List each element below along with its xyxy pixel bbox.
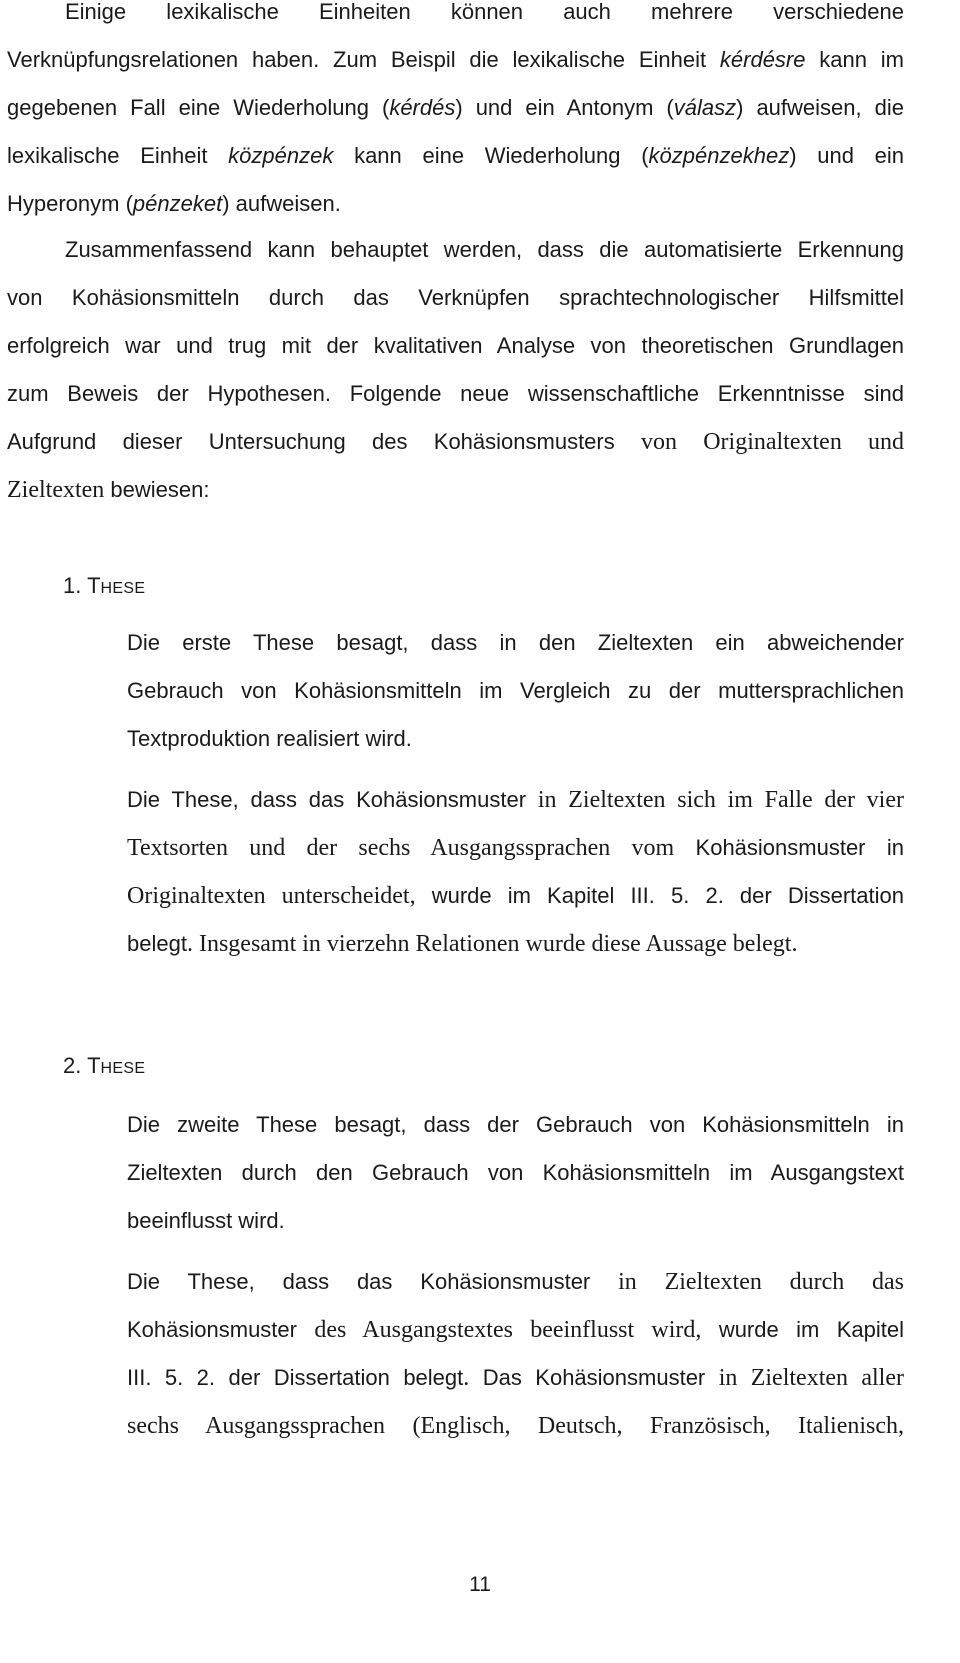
these-2-paragraph-1 <box>127 1101 904 1245</box>
summary-line-6: Zieltexten bewiesen: <box>7 477 210 503</box>
summary-line-2: von Kohäsionsmitteln durch das Verknüpfen sprachtechnologischer Hilfsmittel <box>7 285 904 310</box>
these-1-p1-line-2: Gebrauch von Kohäsionsmitteln im Vergleich zu der muttersprachlichen <box>127 678 904 703</box>
intro-line-2: Verknüpfungsrelationen haben. Zum Beispil die lexikalische Einheit kérdésre kann im <box>7 47 904 72</box>
these-2-p2-line-4: sechs Ausgangssprachen (Englisch, Deutsch, Französisch, Italienisch, <box>127 1413 904 1439</box>
these-1-paragraph-2 <box>127 776 904 968</box>
these-2-p1-line-2: Zieltexten durch den Gebrauch von Kohäsionsmitteln im Ausgangstext <box>127 1160 904 1185</box>
these-2-heading: 2. THESE <box>63 1053 146 1078</box>
summary-paragraph <box>7 226 904 514</box>
these-1-p2-line-2: Textsorten und der sechs Ausgangssprachen vom Kohäsionsmuster in <box>127 835 904 861</box>
these-1-p1-line-3: Textproduktion realisiert wird. <box>127 726 412 751</box>
intro-paragraph <box>7 0 904 228</box>
these-2-paragraph-2 <box>127 1258 904 1450</box>
intro-line-5: Hyperonym (pénzeket) aufweisen. <box>7 191 341 216</box>
these-1-p2-line-1: Die These, dass das Kohäsionsmuster in Zieltexten sich im Falle der vier <box>127 787 904 813</box>
summary-line-3: erfolgreich war und trug mit der kvalitativen Analyse von theoretischen Grundlagen <box>7 333 904 358</box>
these-1-p1-line-1: Die erste These besagt, dass in den Zieltexten ein abweichender <box>127 630 904 655</box>
these-2-p2-line-2: Kohäsionsmuster des Ausgangstextes beeinflusst wird, wurde im Kapitel <box>127 1317 904 1343</box>
summary-line-4: zum Beweis der Hypothesen. Folgende neue wissenschaftliche Erkenntnisse sind <box>7 381 904 406</box>
these-2-p2-line-3: III. 5. 2. der Dissertation belegt. Das Kohäsionsmuster in Zieltexten aller <box>127 1365 904 1391</box>
these-2-p1-line-1: Die zweite These besagt, dass der Gebrauch von Kohäsionsmitteln in <box>127 1112 904 1137</box>
summary-line-1: Zusammenfassend kann behauptet werden, dass die automatisierte Erkennung <box>65 237 904 262</box>
these-1-p2-line-3: Originaltexten unterscheidet, wurde im Kapitel III. 5. 2. der Dissertation <box>127 883 904 909</box>
these-1-heading: 1. THESE <box>63 573 146 598</box>
these-2-p2-line-1: Die These, dass das Kohäsionsmuster in Zieltexten durch das <box>127 1269 905 1295</box>
intro-line-3: gegebenen Fall eine Wiederholung (kérdés) und ein Antonym (válasz) aufweisen, die <box>7 95 905 120</box>
intro-line-1: Einige lexikalische Einheiten können auch mehrere verschiedene <box>65 0 904 24</box>
these-1-paragraph-1 <box>127 619 904 763</box>
these-2-p1-line-3: beeinflusst wird. <box>127 1208 285 1233</box>
summary-line-5: Aufgrund dieser Untersuchung des Kohäsionsmusters von Originaltexten und <box>7 429 904 455</box>
page-number: 11 <box>469 1573 491 1596</box>
intro-line-4: lexikalische Einheit közpénzek kann eine Wiederholung (közpénzekhez) und ein <box>7 143 904 168</box>
these-1-p2-line-4: belegt. Insgesamt in vierzehn Relationen wurde diese Aussage belegt. <box>127 931 798 957</box>
